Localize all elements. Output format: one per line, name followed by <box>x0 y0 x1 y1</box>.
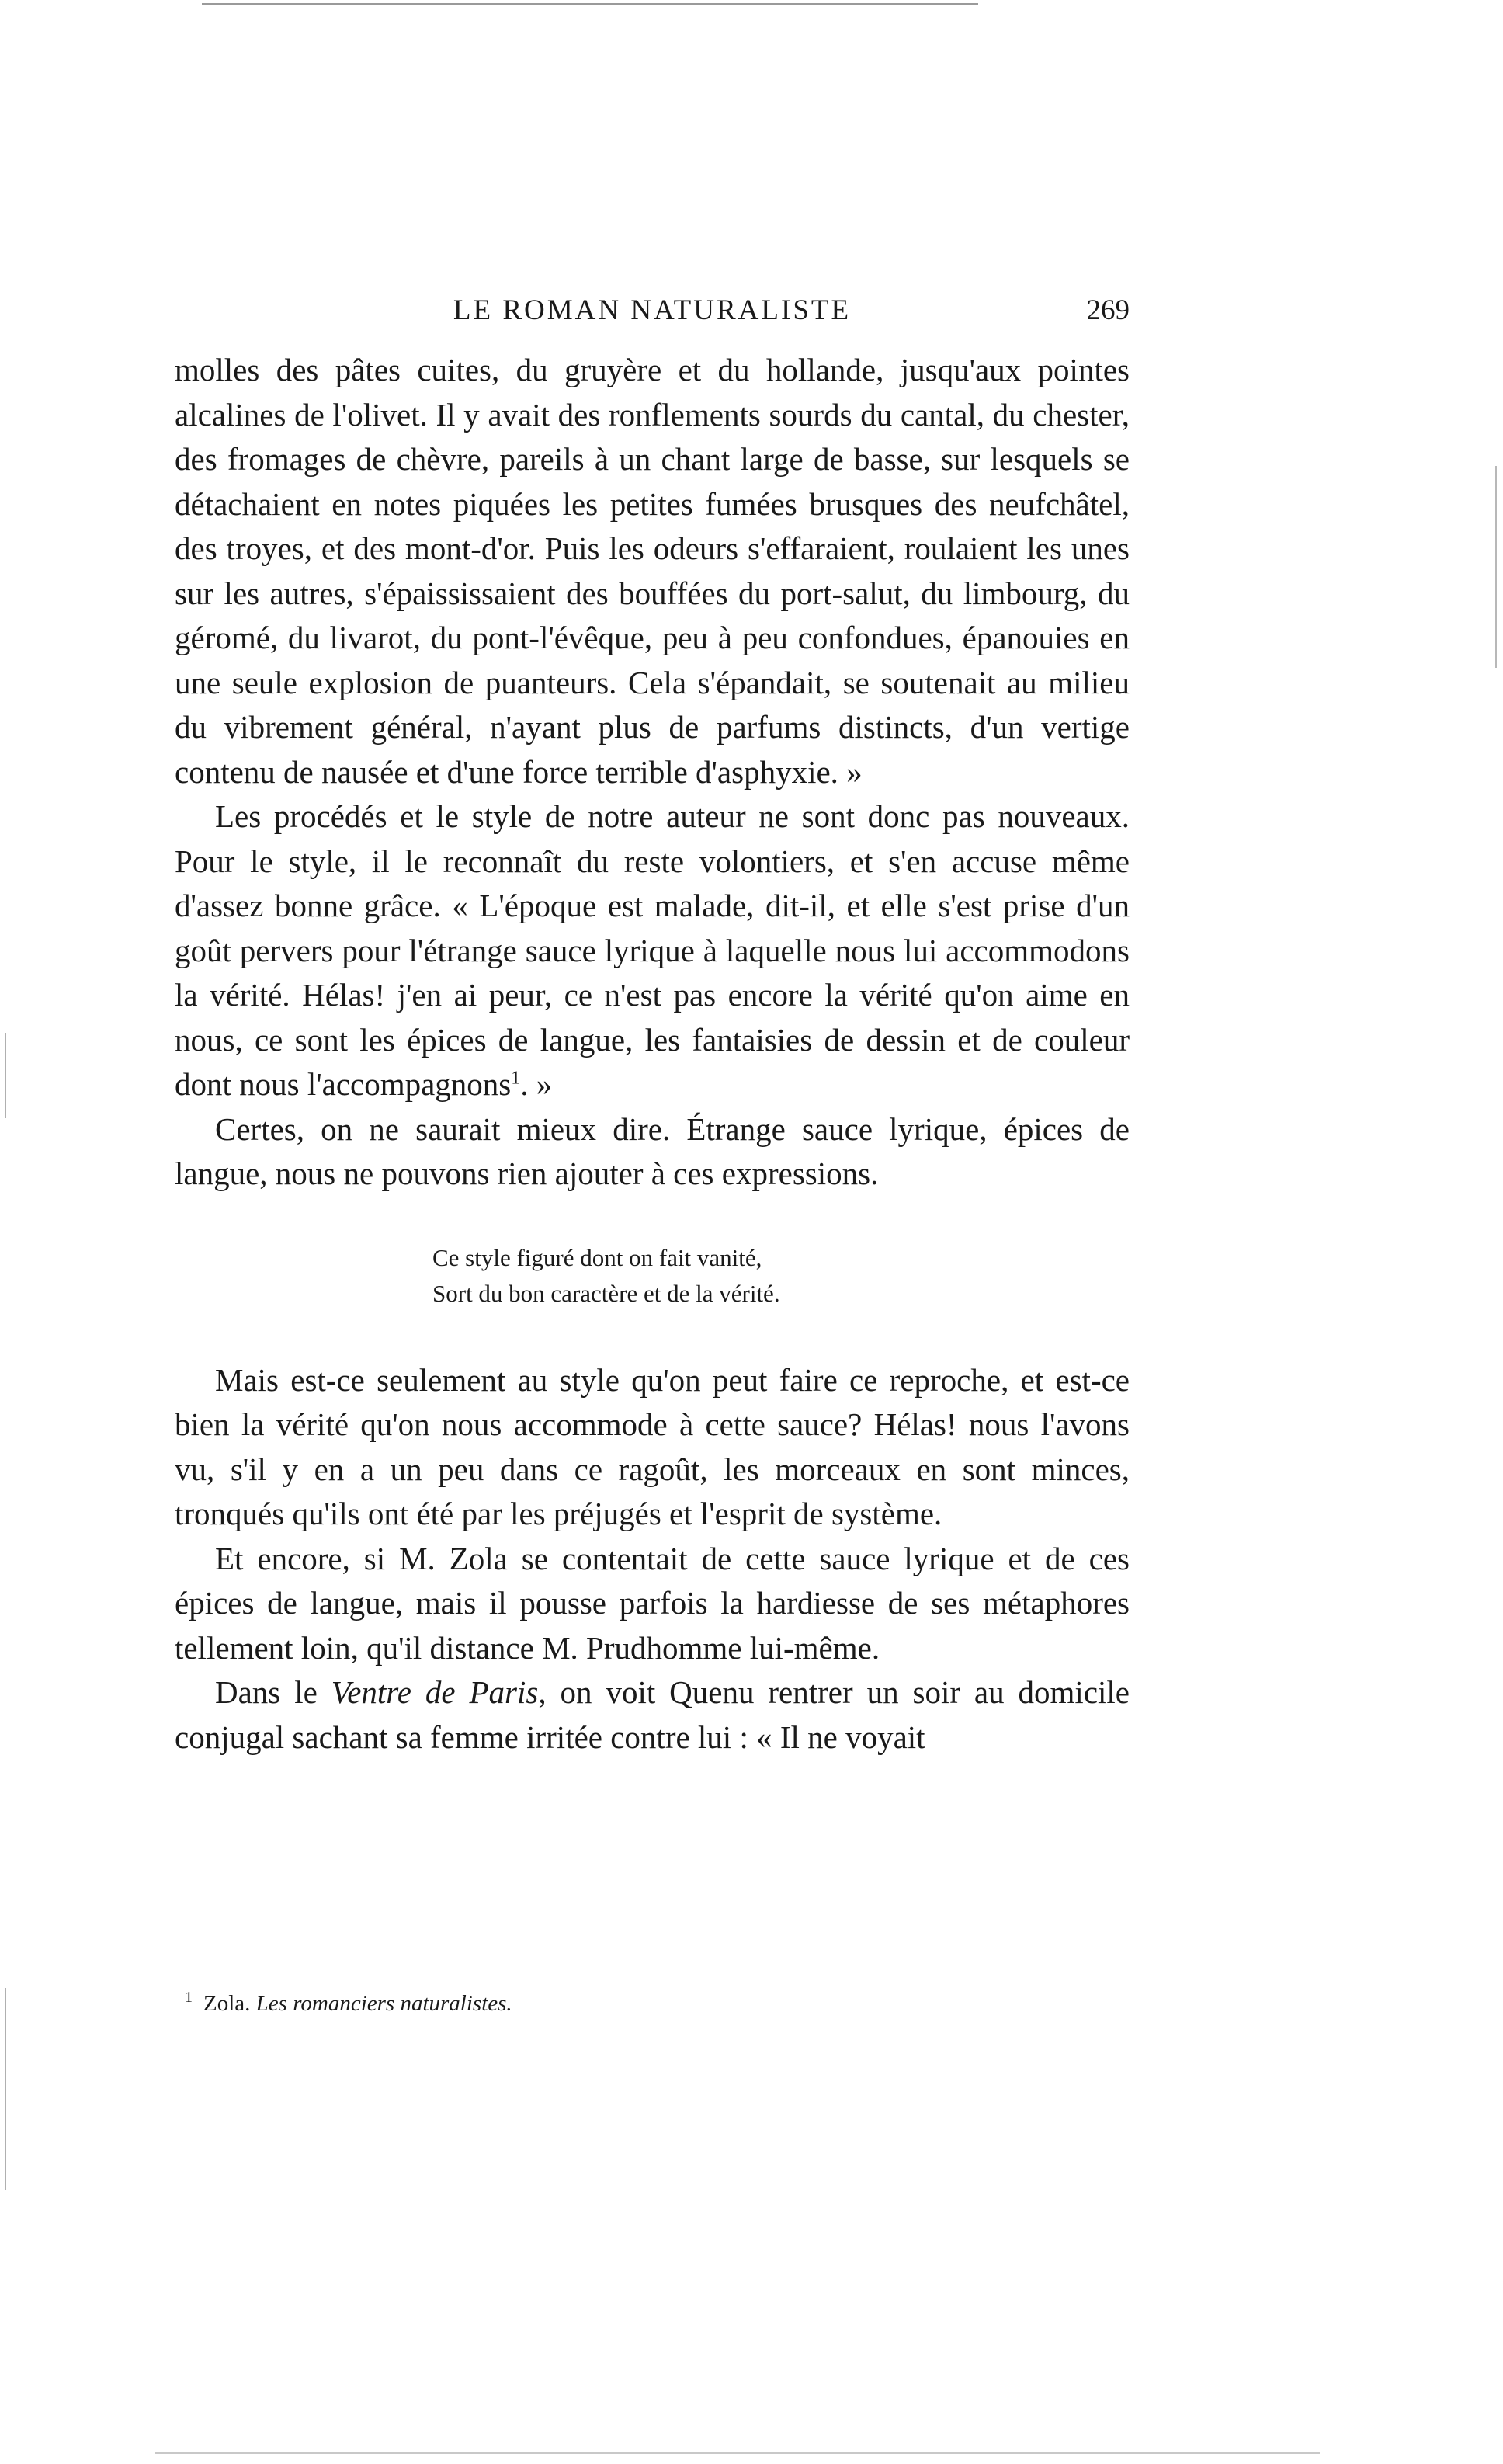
verse-line: Ce style figuré dont on fait vanité, <box>432 1243 762 1271</box>
paragraph-procedes-text: Les procédés et le style de notre auteur ne sont donc pas nouveaux. Pour le style, il le reconnaît du reste volontiers, et s'en accuse même d'assez bonne grâce. « L'époque est malade, dit-il, et elle s'est prise d'un goût pervers pour l'étrange sauce lyrique à laquelle nous lui accommodons la vérité. Hélas! j'en ai peur, ce n'est pas encore la vérité qu'on aime en nous, ce sont les épices de langue, les fantaisies de dessin et de couleur dont nous l'accompagnons <box>175 798 1130 1102</box>
paragraph-procedes-end: . » <box>520 1066 553 1102</box>
left-margin-mark <box>5 1033 6 1118</box>
verse-line: Sort du bon caractère et de la vérité. <box>432 1279 780 1307</box>
paragraph-mais: Mais est-ce seulement au style qu'on peut faire ce reproche, et est-ce bien la vérité qu'on nous accommode à cette sauce? Hélas! nous l'avons vu, s'il y en a un peu dans ce ragoût, les morceaux en sont minces, tronqués qu'ils ont été par les préjugés et l'esprit de système. <box>175 1361 1130 1531</box>
footnote-title: Les romanciers naturalistes. <box>255 1991 512 2016</box>
footnote-reference: 1 <box>511 1068 521 1089</box>
paragraph-et-encore: Et encore, si M. Zola se contentait de cette sauce lyrique et de ces épices de langue, mais il pousse parfois la hardiesse de ses métaphores tellement loin, qu'il distance M. Prudhomme lui-même. <box>175 1540 1130 1666</box>
footnote-author: Zola. <box>203 1991 256 2016</box>
footnote-number: 1 <box>185 1989 193 2007</box>
paragraph-procedes <box>175 794 1130 1107</box>
paragraph-quote-continuation: molles des pâtes cuites, du gruyère et du hollande, jusqu'aux pointes alcalines de l'olivet. Il y avait des ronflements sourds du cantal, du chester, des fromages de chèvre, pareils à un chant large de basse, sur lesquels se détachaient en notes piquées les petites fumées brusques des neufchâtel, des troyes, et des mont-d'or. Puis les odeurs s'effaraient, roulaient les unes sur les autres, s'épaississaient des bouffées du port-salut, du limbourg, du géromé, du livarot, du pont-l'évêque, peu à peu confondues, épanouies en une seule explosion de puanteurs. Cela s'épandait, se soutenait au milieu du vibrement général, n'ayant plus de parfums distincts, d'un vertige contenu de nausée et d'une force terrible d'asphyxie. » <box>175 352 1130 790</box>
top-scan-edge <box>202 3 978 5</box>
running-title: LE ROMAN NATURALISTE <box>453 294 852 326</box>
page-header <box>175 294 1130 332</box>
paragraph-dans-le-ventre <box>175 1670 1130 1760</box>
body-text <box>175 348 1130 1760</box>
right-margin-mark <box>1495 466 1497 668</box>
paragraph-certes: Certes, on ne saurait mieux dire. Étrange sauce lyrique, épices de langue, nous ne pouvons rien ajouter à ces expressions. <box>175 1110 1130 1191</box>
paragraph-dans-rest: , on voit Quenu rentrer un soir au domicile conjugal sachant sa femme irritée contre lui : « Il ne voyait <box>175 1674 1130 1755</box>
footnote <box>185 1991 512 2017</box>
verse-quotation <box>175 1240 1130 1312</box>
paragraph-dans-start: Dans le <box>215 1674 331 1710</box>
page-number: 269 <box>1086 294 1130 326</box>
bottom-scan-edge <box>155 2452 1320 2454</box>
book-title-ventre-de-paris: Ventre de Paris <box>331 1674 539 1710</box>
left-margin-mark-2 <box>5 1988 6 2190</box>
